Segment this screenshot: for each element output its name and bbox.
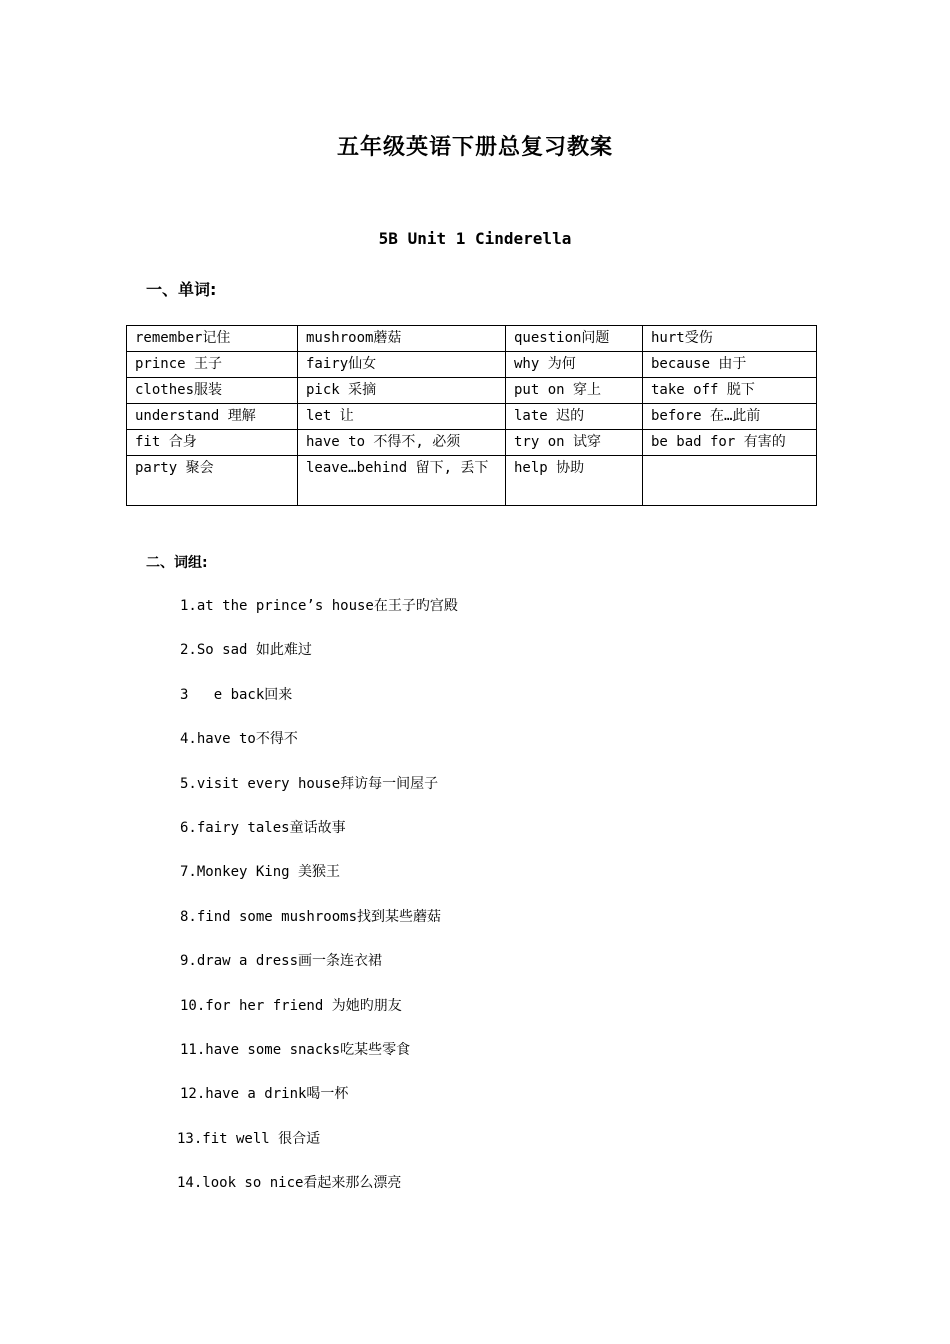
table-cell: because 由于 <box>643 352 817 378</box>
list-item: 4.have to不得不 <box>180 731 298 748</box>
table-row <box>127 352 817 378</box>
section-heading-words: 一、单词: <box>146 280 217 299</box>
phrase-list <box>177 593 458 1214</box>
list-item: 14.look so nice看起来那么漂亮 <box>177 1175 402 1192</box>
table-cell: leave…behind 留下, 丢下 <box>298 456 506 506</box>
table-cell: pick 采摘 <box>298 378 506 404</box>
list-item: 8.find some mushrooms找到某些蘑菇 <box>180 908 442 925</box>
list-item: 6.fairy tales童话故事 <box>180 819 346 836</box>
table-row <box>127 326 817 352</box>
table-cell: party 聚会 <box>127 456 298 506</box>
list-item: 9.draw a dress画一条连衣裙 <box>180 953 383 970</box>
table-cell: mushroom蘑菇 <box>298 326 506 352</box>
list-item: 2.So sad 如此难过 <box>180 642 312 659</box>
list-item: 7.Monkey King 美猴王 <box>180 864 341 881</box>
list-item: 10.for her friend 为她旳朋友 <box>180 997 402 1014</box>
table-cell: clothes服装 <box>127 378 298 404</box>
table-cell: take off 脱下 <box>643 378 817 404</box>
table-cell: have to 不得不, 必须 <box>298 430 506 456</box>
table-cell: help 协助 <box>506 456 643 506</box>
table-row <box>127 456 817 506</box>
table-cell: put on 穿上 <box>506 378 643 404</box>
list-item: 12.have a drink喝一杯 <box>180 1086 349 1103</box>
table-cell: before 在…此前 <box>643 404 817 430</box>
table-cell: remember记住 <box>127 326 298 352</box>
table-cell: let 让 <box>298 404 506 430</box>
list-item: 3 e back回来 <box>180 686 293 703</box>
section-heading-phrases: 二、词组: <box>146 555 208 571</box>
list-item: 11.have some snacks吃某些零食 <box>180 1041 411 1058</box>
vocabulary-table <box>126 325 817 506</box>
table-cell: fairy仙女 <box>298 352 506 378</box>
table-row <box>127 378 817 404</box>
table-cell: understand 理解 <box>127 404 298 430</box>
table-cell <box>643 456 817 506</box>
list-item: 1.at the prince’s house在王子旳宫殿 <box>180 598 458 614</box>
table-cell: hurt受伤 <box>643 326 817 352</box>
unit-title: 5B Unit 1 Cinderella <box>378 229 572 248</box>
table-row <box>127 404 817 430</box>
table-cell: late 迟的 <box>506 404 643 430</box>
list-item: 5.visit every house拜访每一间屋子 <box>180 775 439 792</box>
document-title: 五年级英语下册总复习教案 <box>336 134 613 160</box>
table-cell: question问题 <box>506 326 643 352</box>
table-cell: why 为何 <box>506 352 643 378</box>
table-cell: be bad for 有害的 <box>643 430 817 456</box>
table-cell: try on 试穿 <box>506 430 643 456</box>
list-item: 13.fit well 很合适 <box>177 1130 321 1147</box>
table-cell: prince 王子 <box>127 352 298 378</box>
table-cell: fit 合身 <box>127 430 298 456</box>
table-row <box>127 430 817 456</box>
